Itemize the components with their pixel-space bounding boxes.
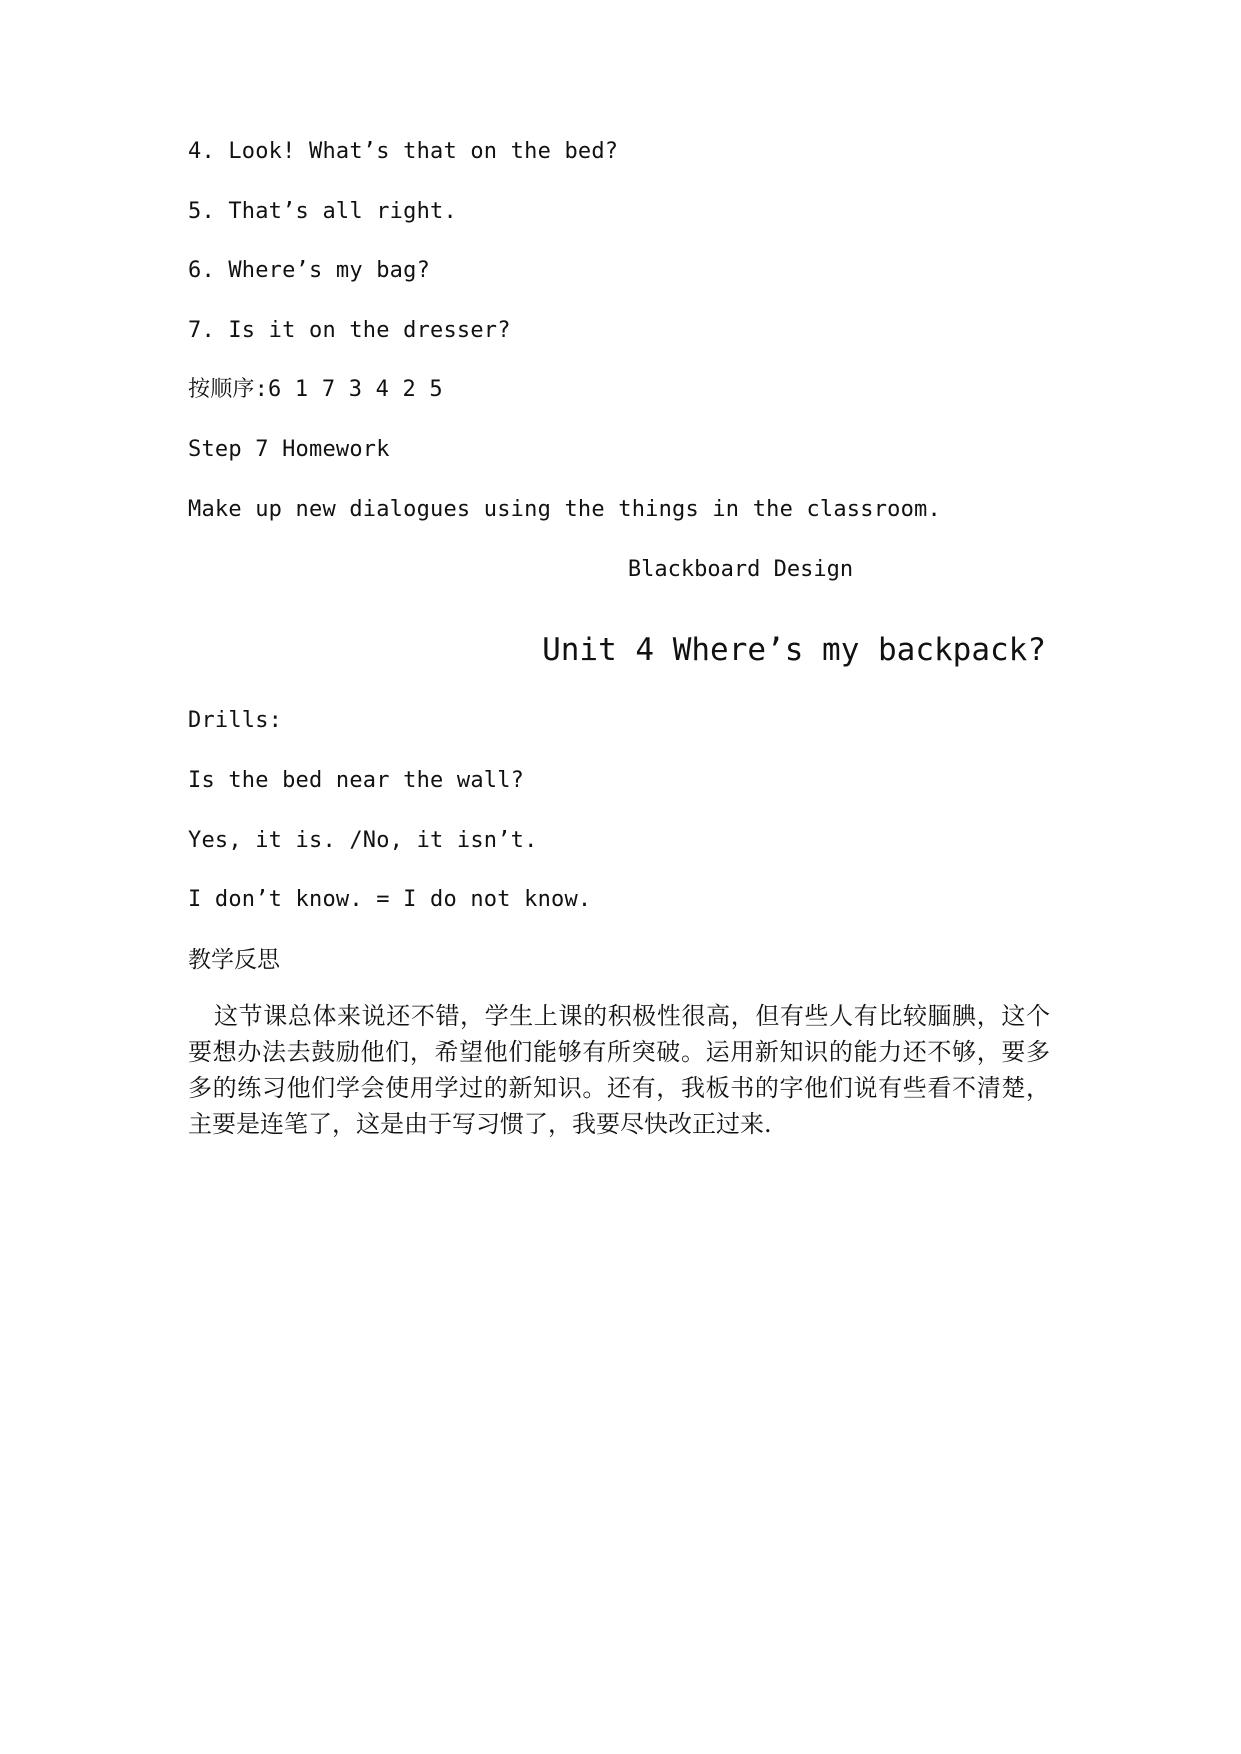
drill-answer: Yes, it is. /No, it isn’t. (188, 828, 538, 853)
homework-text: Make up new dialogues using the things in the classroom. (188, 497, 941, 522)
blackboard-label: Blackboard Design (627, 557, 854, 582)
exercise-item-5: 5. That’s all right. (188, 199, 457, 224)
drill-question: Is the bed near the wall? (188, 768, 525, 793)
exercise-item-4: 4. Look! What’s that on the bed? (188, 139, 619, 164)
reflection-paragraph: 这节课总体来说还不错，学生上课的积极性很高，但有些人有比较腼腆，这个要想办法去鼓励他们，希望他们能够有所突破。运用新知识的能力还不够，要多多的练习他们学会使用学过的新知识。还有，我板书的字他们说有些看不清楚，主要是连笔了，这是由于写习惯了，我要尽快改正过来. (188, 1002, 1050, 1138)
reflection-heading: 教学反思 (188, 947, 280, 973)
unit-title: Unit 4 Where’s my backpack? (542, 632, 1046, 668)
exercise-item-6: 6. Where’s my bag? (188, 258, 431, 283)
exercise-item-7: 7. Is it on the dresser? (188, 318, 511, 343)
step-heading: Step 7 Homework (188, 437, 390, 462)
order-line: 按顺序:6 1 7 3 4 2 5 (188, 377, 443, 402)
drill-note: I don’t know. = I do not know. (188, 887, 592, 912)
drills-heading: Drills: (188, 708, 283, 733)
